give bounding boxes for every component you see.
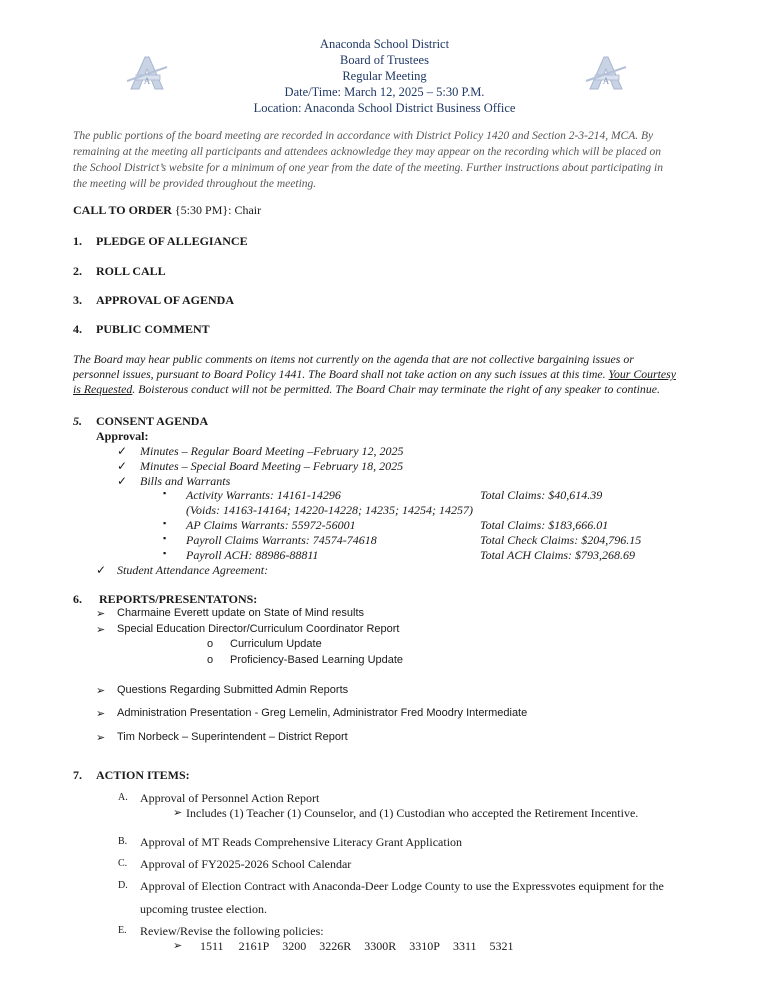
policy-number: 1511 <box>200 939 224 953</box>
square-bullet-icon: ▪ <box>163 548 167 558</box>
action-literacy-grant: Approval of MT Reads Comprehensive Literacy Grant Application <box>140 835 463 849</box>
recording-notice-line: the School District’s website for a minimum of one year from the date of the meeting. Further instructions about participating in <box>73 162 663 174</box>
svg-text:A: A <box>143 76 151 86</box>
recording-notice-line: The public portions of the board meeting are recorded in accordance with District Policy 1420 and Section 2-3-214, MCA. By <box>73 130 654 142</box>
checkmark-icon: ✓ <box>117 444 128 458</box>
svg-text:A: A <box>602 76 610 86</box>
arrow-bullet-icon: ➢ <box>96 624 106 636</box>
report-proficiency-learning: Proficiency-Based Learning Update <box>230 654 404 666</box>
policy-number: 5321 <box>489 939 514 953</box>
arrow-bullet-icon: ➢ <box>96 685 106 697</box>
arrow-bullet-icon: ➢ <box>96 708 106 720</box>
action-items-title: ACTION ITEMS: <box>96 768 190 782</box>
student-attendance-agreement: Student Attendance Agreement: <box>117 563 269 577</box>
report-admin-questions: Questions Regarding Submitted Admin Reports <box>117 684 349 696</box>
circle-bullet-icon: o <box>207 638 214 650</box>
public-comment-segment: personnel issues, pursuant to Board Policy 1441. The Board shall not take action on any such issues at this time. <box>73 367 609 381</box>
action-letter: D. <box>118 880 128 891</box>
public-comment-text <box>73 382 660 397</box>
consent-minutes-regular: Minutes – Regular Board Meeting –February 12, 2025 <box>140 444 404 458</box>
action-letter: C. <box>118 858 128 869</box>
district-logo-left-icon <box>125 51 169 95</box>
courtesy-underline: is Requested <box>73 382 133 396</box>
policy-number: 3300R <box>364 939 397 953</box>
public-comment-text: The Board may hear public comments on items not currently on the agenda that are not collective bargaining issues or <box>73 352 634 366</box>
ap-claims-warrants: AP Claims Warrants: 55972-56001 <box>186 518 356 532</box>
arrow-bullet-icon: ➢ <box>96 608 106 620</box>
action-election-contract-cont: upcoming trustee election. <box>140 902 267 916</box>
courtesy-underline: Your Courtesy <box>608 367 676 381</box>
item-number: 1. <box>73 234 82 248</box>
recording-notice-line: the meeting will be provided throughout the meeting. <box>73 178 317 190</box>
item-approval-agenda: APPROVAL OF AGENDA <box>96 293 235 307</box>
board-name: Board of Trustees <box>340 53 429 67</box>
checkmark-icon: ✓ <box>117 459 128 473</box>
meeting-type: Regular Meeting <box>342 69 427 83</box>
call-to-order <box>73 203 261 218</box>
call-to-order-label: CALL TO ORDER <box>73 203 172 217</box>
recording-notice <box>73 128 753 192</box>
recording-notice-line: remaining at the meeting all participants and attendees acknowledge they may appear on the recording which will be placed on <box>73 146 661 158</box>
policy-number: 2161P <box>238 939 270 953</box>
circle-bullet-icon: o <box>207 654 214 666</box>
meeting-datetime: Date/Time: March 12, 2025 – 5:30 P.M. <box>284 85 485 99</box>
item-number: 4. <box>73 322 82 336</box>
payroll-check-total: Total Check Claims: $204,796.15 <box>480 533 642 547</box>
activity-warrants: Activity Warrants: 14161-14296 <box>186 488 341 502</box>
consent-bills-warrants: Bills and Warrants <box>140 474 231 488</box>
ap-claims-total: Total Claims: $183,666.01 <box>480 518 609 532</box>
payroll-ach-total: Total ACH Claims: $793,268.69 <box>480 548 636 562</box>
action-letter: A. <box>118 792 128 803</box>
item-pledge: PLEDGE OF ALLEGIANCE <box>96 234 248 248</box>
item-number: 3. <box>73 293 82 307</box>
reports-title: REPORTS/PRESENTATONS: <box>99 592 258 606</box>
payroll-ach: Payroll ACH: 88986-88811 <box>186 548 319 562</box>
policy-number: 3310P <box>409 939 440 953</box>
report-curriculum-update: Curriculum Update <box>230 638 322 650</box>
action-policy-review: Review/Revise the following policies: <box>140 924 324 938</box>
consent-minutes-special: Minutes – Special Board Meeting – February 18, 2025 <box>140 459 404 473</box>
policy-number: 3200 <box>282 939 307 953</box>
arrow-bullet-icon: ➢ <box>173 940 183 952</box>
arrow-bullet-icon: ➢ <box>96 732 106 744</box>
public-comment-segment: . Boisterous conduct will not be permitted. The Board Chair may terminate the right of any speaker to continue. <box>132 382 660 396</box>
activity-warrants-total: Total Claims: $40,614.39 <box>480 488 603 502</box>
report-superintendent: Tim Norbeck – Superintendent – District Report <box>117 731 348 743</box>
report-special-education: Special Education Director/Curriculum Coordinator Report <box>117 623 400 635</box>
arrow-bullet-icon: ➢ <box>173 807 183 819</box>
call-to-order-detail: {5:30 PM}: Chair <box>171 203 262 217</box>
square-bullet-icon: ▪ <box>163 488 167 498</box>
item-number: 6. <box>73 592 82 606</box>
item-number: 5. <box>73 414 82 428</box>
square-bullet-icon: ▪ <box>163 518 167 528</box>
checkmark-icon: ✓ <box>96 563 107 577</box>
item-public-comment: PUBLIC COMMENT <box>96 322 210 336</box>
policy-number: 3311 <box>452 939 477 953</box>
consent-approval-label: Approval: <box>96 429 149 443</box>
action-election-contract: Approval of Election Contract with Anaconda-Deer Lodge County to use the Expressvotes equipment for the <box>140 879 664 893</box>
activity-warrants-voids: (Voids: 14163-14164; 14220-14228; 14235; 14254; 14257) <box>186 503 473 517</box>
square-bullet-icon: ▪ <box>163 533 167 543</box>
policy-number: 3226R <box>319 939 352 953</box>
item-roll-call: ROLL CALL <box>96 264 166 278</box>
action-school-calendar: Approval of FY2025-2026 School Calendar <box>140 857 352 871</box>
public-comment-text <box>73 367 676 382</box>
district-name: Anaconda School District <box>319 37 450 51</box>
item-number: 7. <box>73 768 82 782</box>
policy-list <box>200 939 514 954</box>
action-letter: B. <box>118 836 128 847</box>
action-letter: E. <box>118 925 127 936</box>
item-number: 2. <box>73 264 82 278</box>
payroll-claims-warrants: Payroll Claims Warrants: 74574-74618 <box>186 533 377 547</box>
meeting-location: Location: Anaconda School District Business Office <box>253 101 516 115</box>
district-logo-right-icon <box>584 51 628 95</box>
checkmark-icon: ✓ <box>117 474 128 488</box>
action-personnel-report: Approval of Personnel Action Report <box>140 791 320 805</box>
action-personnel-detail: Includes (1) Teacher (1) Counselor, and (1) Custodian who accepted the Retirement Incentive. <box>186 806 639 820</box>
report-administration-presentation: Administration Presentation - Greg Lemelin, Administrator Fred Moodry Intermediate <box>117 707 528 719</box>
consent-agenda-title: CONSENT AGENDA <box>96 414 209 428</box>
report-state-of-mind: Charmaine Everett update on State of Mind results <box>117 607 365 619</box>
